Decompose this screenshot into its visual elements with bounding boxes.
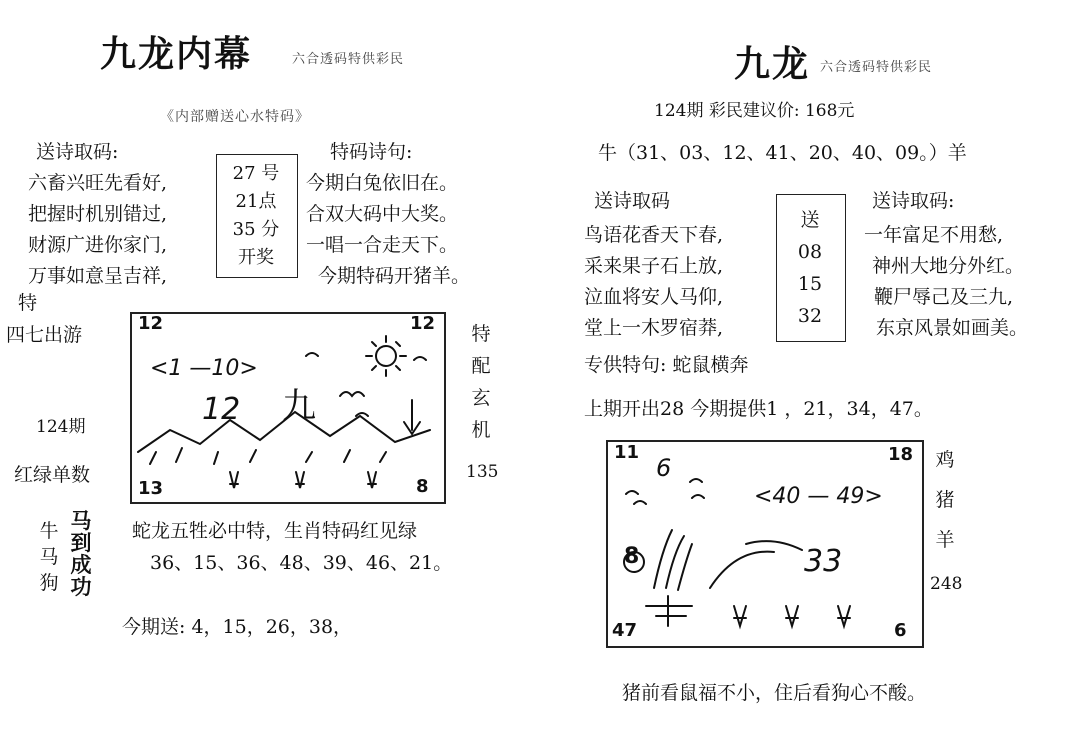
right-hand-range: <40 — 49> (754, 484, 883, 509)
right-poem-b-line: 一年富足不用愁, (864, 224, 1004, 246)
send-box-item: 32 (797, 305, 823, 327)
left-side-te: 特 (18, 292, 38, 314)
left-zodiac-a (36, 518, 62, 596)
send-box-item: 08 (797, 241, 823, 263)
left-side-47: 四七出游 (6, 324, 83, 346)
left-corner-tr: 12 (410, 313, 436, 334)
zodiac-char: 功 (70, 574, 92, 599)
left-sketch-drawing (130, 312, 442, 500)
left-poem-line: 财源广进你家门, (28, 234, 168, 256)
right-subtitle: 六合透码特供彩民 (820, 60, 933, 75)
right-corner-tr: 18 (888, 444, 914, 465)
right-period-price: 124期 彩民建议价: 168元 (654, 101, 855, 121)
send-box-item: 送 (800, 209, 820, 231)
right-side-vertical (932, 440, 958, 560)
send-box-item: 15 (797, 273, 823, 295)
vertical-char: 机 (471, 419, 491, 441)
left-hand-range: <1 —10> (150, 356, 258, 381)
right-poem-label-a: 送诗取码 (594, 190, 671, 212)
right-title: 九龙 (734, 43, 811, 85)
vertical-char: 玄 (471, 387, 491, 409)
left-side-color: 红绿单数 (14, 464, 91, 486)
right-poem-a-line: 采来果子石上放, (584, 255, 724, 277)
left-hand-12: 12 (202, 392, 241, 427)
left-special-line: 今期特码开猪羊。 (318, 265, 471, 287)
left-subtitle: 六合透码特供彩民 (292, 52, 405, 67)
zodiac-char: 到 (70, 530, 92, 555)
zodiac-char: 马 (39, 546, 59, 568)
right-poem-a-line: 鸟语花香天下春, (584, 224, 724, 246)
left-send: 今期送: 4，15，26，38， (122, 616, 353, 638)
left-special-line: 今期白兔依旧在。 (306, 172, 459, 194)
right-poem-label-b: 送诗取码: (872, 190, 955, 212)
left-special-line: 一唱一合走天下。 (306, 234, 459, 256)
left-time-box-text (216, 160, 296, 272)
right-footer: 猪前看鼠福不小，住后看狗心不酸。 (622, 682, 927, 704)
right-poem-a-line: 泣血将安人马仰, (584, 286, 724, 308)
vertical-char: 羊 (935, 529, 955, 551)
right-poem-b-line: 东京风景如画美。 (876, 317, 1029, 339)
time-day: 27 号 (232, 163, 280, 184)
right-poem-b-line: 鞭尸辱己及三九, (874, 286, 1014, 308)
zodiac-char: 狗 (39, 572, 59, 594)
vertical-char: 猪 (935, 489, 955, 511)
left-side-period: 124期 (36, 417, 86, 437)
right-hand-6: 6 (656, 454, 672, 482)
time-hour: 21点 (235, 191, 277, 212)
left-corner-br: 8 (416, 476, 429, 497)
right-numbers: 牛（31、03、12、41、20、40、09。）羊 (598, 142, 967, 164)
right-corner-tl: 11 (614, 442, 640, 463)
left-poem-line: 万事如意呈吉祥, (28, 265, 168, 287)
vertical-char: 配 (471, 355, 491, 377)
left-corner-tl: 12 (138, 313, 164, 334)
left-right-number: 135 (466, 462, 499, 482)
right-sketch-drawing (606, 440, 920, 644)
left-line1: 蛇龙五牲必中特，生肖特码红见绿 (132, 520, 418, 542)
left-special-label: 特码诗句: (330, 141, 413, 163)
left-title: 九龙内幕 (100, 33, 253, 75)
vertical-char: 鸡 (935, 449, 955, 471)
zodiac-char: 成 (70, 552, 92, 577)
left-poem-line: 把握时机别错过, (28, 203, 168, 225)
time-minute: 35 分 (232, 219, 280, 240)
zodiac-char: 马 (70, 508, 92, 533)
left-poem-label: 送诗取码: (36, 141, 119, 163)
time-draw: 开奖 (238, 247, 274, 268)
left-poem-line: 六畜兴旺先看好, (28, 172, 168, 194)
left-line2: 36、15、36、48、39、46、21。 (150, 552, 453, 574)
left-zodiac-b (66, 510, 96, 598)
right-poem-b-line: 神州大地分外红。 (872, 255, 1025, 277)
left-right-vertical (468, 318, 494, 446)
right-hand-33: 33 (804, 544, 843, 579)
zodiac-char: 牛 (39, 520, 59, 542)
right-corner-bl: 47 (612, 620, 638, 641)
right-last: 上期开出28 今期提供1 ，21，34，47。 (584, 398, 933, 420)
left-note: 《内部赠送心水特码》 (160, 109, 310, 125)
vertical-char: 特 (471, 323, 491, 345)
left-special-line: 合双大码中大奖。 (306, 203, 459, 225)
right-hand-8: 8 (624, 544, 640, 569)
right-special: 专供特句: 蛇鼠横奔 (584, 354, 749, 376)
left-hand-jiu: 九 (282, 386, 316, 426)
right-poem-a-line: 堂上一木罗宿莽, (584, 317, 724, 339)
right-corner-br: 6 (894, 620, 907, 641)
right-send-box-text (776, 204, 844, 332)
right-side-number: 248 (930, 574, 963, 594)
left-corner-bl: 13 (138, 478, 164, 499)
